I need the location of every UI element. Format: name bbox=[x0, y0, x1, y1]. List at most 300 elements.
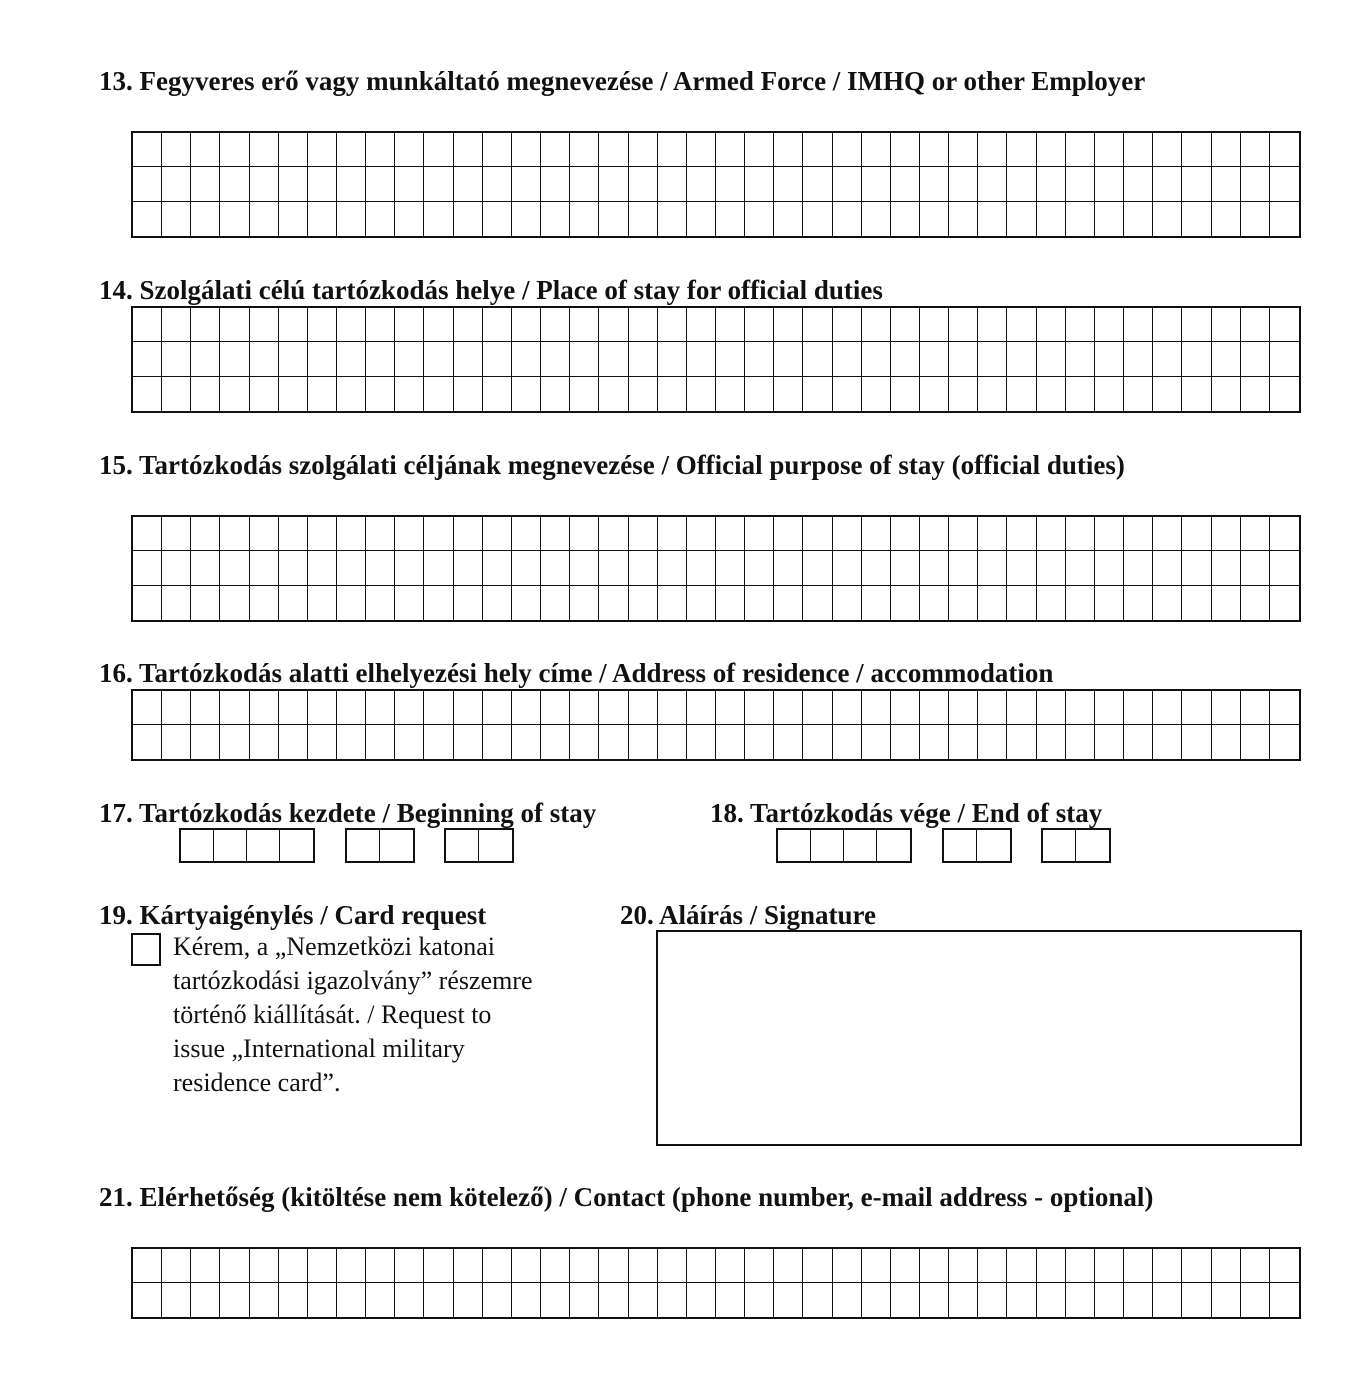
char-box[interactable] bbox=[162, 1283, 191, 1317]
char-box[interactable] bbox=[220, 551, 249, 585]
char-box[interactable] bbox=[978, 725, 1007, 759]
char-box[interactable] bbox=[162, 586, 191, 620]
char-box[interactable] bbox=[1270, 517, 1299, 551]
char-box[interactable] bbox=[803, 1249, 832, 1283]
char-box[interactable] bbox=[949, 1283, 978, 1317]
char-box[interactable] bbox=[1182, 551, 1211, 585]
char-box[interactable] bbox=[308, 167, 337, 201]
char-box[interactable] bbox=[1182, 1249, 1211, 1283]
char-box[interactable] bbox=[599, 202, 628, 236]
char-box[interactable] bbox=[1212, 342, 1241, 376]
char-box[interactable] bbox=[716, 342, 745, 376]
char-box[interactable] bbox=[891, 725, 920, 759]
char-box[interactable] bbox=[279, 725, 308, 759]
char-box[interactable] bbox=[599, 517, 628, 551]
char-box[interactable] bbox=[133, 202, 162, 236]
char-box[interactable] bbox=[862, 517, 891, 551]
char-box[interactable] bbox=[716, 377, 745, 411]
char-box[interactable] bbox=[1212, 133, 1241, 167]
end-year-boxes[interactable] bbox=[776, 828, 912, 863]
char-box[interactable] bbox=[1270, 586, 1299, 620]
char-box[interactable] bbox=[687, 725, 716, 759]
char-box[interactable] bbox=[1124, 1249, 1153, 1283]
char-box[interactable] bbox=[1182, 202, 1211, 236]
char-box[interactable] bbox=[1153, 586, 1182, 620]
char-box[interactable] bbox=[1066, 586, 1095, 620]
char-box[interactable] bbox=[949, 517, 978, 551]
char-box[interactable] bbox=[337, 308, 366, 342]
char-box[interactable] bbox=[920, 551, 949, 585]
char-box[interactable] bbox=[1124, 167, 1153, 201]
char-box[interactable] bbox=[1124, 1283, 1153, 1317]
char-box[interactable] bbox=[133, 551, 162, 585]
digit-box[interactable] bbox=[1043, 830, 1076, 861]
char-box[interactable] bbox=[833, 691, 862, 725]
char-box[interactable] bbox=[599, 377, 628, 411]
char-box[interactable] bbox=[424, 725, 453, 759]
char-box[interactable] bbox=[162, 342, 191, 376]
char-box[interactable] bbox=[220, 517, 249, 551]
char-box[interactable] bbox=[1095, 517, 1124, 551]
char-box[interactable] bbox=[1241, 517, 1270, 551]
char-box[interactable] bbox=[541, 691, 570, 725]
char-box[interactable] bbox=[745, 1283, 774, 1317]
char-box[interactable] bbox=[454, 725, 483, 759]
char-box[interactable] bbox=[862, 586, 891, 620]
char-box[interactable] bbox=[949, 167, 978, 201]
char-box[interactable] bbox=[745, 202, 774, 236]
char-box[interactable] bbox=[629, 167, 658, 201]
char-box[interactable] bbox=[774, 586, 803, 620]
char-box[interactable] bbox=[279, 1249, 308, 1283]
char-box[interactable] bbox=[862, 342, 891, 376]
char-box[interactable] bbox=[191, 551, 220, 585]
char-box[interactable] bbox=[833, 167, 862, 201]
char-box[interactable] bbox=[833, 517, 862, 551]
char-box[interactable] bbox=[629, 308, 658, 342]
char-box[interactable] bbox=[949, 691, 978, 725]
char-box[interactable] bbox=[337, 167, 366, 201]
char-box[interactable] bbox=[599, 308, 628, 342]
end-month-boxes[interactable] bbox=[942, 828, 1012, 863]
char-box[interactable] bbox=[424, 377, 453, 411]
char-box[interactable] bbox=[629, 586, 658, 620]
char-box[interactable] bbox=[745, 133, 774, 167]
card-request-checkbox[interactable] bbox=[131, 933, 161, 966]
char-box[interactable] bbox=[366, 202, 395, 236]
char-box[interactable] bbox=[1153, 342, 1182, 376]
char-box[interactable] bbox=[424, 517, 453, 551]
char-box[interactable] bbox=[395, 586, 424, 620]
char-box[interactable] bbox=[1153, 691, 1182, 725]
char-box[interactable] bbox=[1212, 551, 1241, 585]
char-box[interactable] bbox=[512, 725, 541, 759]
char-box[interactable] bbox=[250, 133, 279, 167]
char-box[interactable] bbox=[337, 202, 366, 236]
char-box[interactable] bbox=[1037, 1249, 1066, 1283]
char-box[interactable] bbox=[1212, 691, 1241, 725]
char-box[interactable] bbox=[1153, 551, 1182, 585]
char-box[interactable] bbox=[949, 377, 978, 411]
char-box[interactable] bbox=[395, 342, 424, 376]
char-box[interactable] bbox=[337, 517, 366, 551]
char-box[interactable] bbox=[774, 691, 803, 725]
char-box[interactable] bbox=[920, 517, 949, 551]
char-box[interactable] bbox=[454, 691, 483, 725]
char-box[interactable] bbox=[658, 551, 687, 585]
char-box[interactable] bbox=[687, 1283, 716, 1317]
char-box[interactable] bbox=[250, 308, 279, 342]
char-box[interactable] bbox=[1007, 202, 1036, 236]
char-box[interactable] bbox=[250, 377, 279, 411]
char-box[interactable] bbox=[658, 517, 687, 551]
char-box[interactable] bbox=[862, 167, 891, 201]
char-box[interactable] bbox=[949, 308, 978, 342]
char-box[interactable] bbox=[308, 1283, 337, 1317]
char-box[interactable] bbox=[483, 1249, 512, 1283]
char-box[interactable] bbox=[366, 133, 395, 167]
char-box[interactable] bbox=[1241, 133, 1270, 167]
char-box[interactable] bbox=[541, 551, 570, 585]
char-box[interactable] bbox=[629, 517, 658, 551]
char-box[interactable] bbox=[745, 551, 774, 585]
char-box[interactable] bbox=[1212, 517, 1241, 551]
char-box[interactable] bbox=[599, 725, 628, 759]
char-box[interactable] bbox=[454, 1249, 483, 1283]
char-box[interactable] bbox=[891, 308, 920, 342]
char-box[interactable] bbox=[570, 202, 599, 236]
char-box[interactable] bbox=[949, 1249, 978, 1283]
char-box[interactable] bbox=[1153, 167, 1182, 201]
char-box[interactable] bbox=[279, 377, 308, 411]
char-box[interactable] bbox=[541, 725, 570, 759]
char-box[interactable] bbox=[1124, 342, 1153, 376]
char-box[interactable] bbox=[833, 1249, 862, 1283]
char-box[interactable] bbox=[220, 133, 249, 167]
char-box[interactable] bbox=[978, 377, 1007, 411]
char-box[interactable] bbox=[1095, 377, 1124, 411]
char-box[interactable] bbox=[1007, 1249, 1036, 1283]
digit-box[interactable] bbox=[778, 830, 811, 861]
char-box[interactable] bbox=[483, 377, 512, 411]
char-box[interactable] bbox=[454, 308, 483, 342]
char-box[interactable] bbox=[716, 308, 745, 342]
char-box[interactable] bbox=[1095, 308, 1124, 342]
char-box[interactable] bbox=[279, 551, 308, 585]
char-box[interactable] bbox=[687, 517, 716, 551]
char-box[interactable] bbox=[774, 202, 803, 236]
char-box[interactable] bbox=[1066, 691, 1095, 725]
char-box[interactable] bbox=[1095, 551, 1124, 585]
char-box[interactable] bbox=[1241, 586, 1270, 620]
char-box[interactable] bbox=[774, 1283, 803, 1317]
char-box[interactable] bbox=[1037, 377, 1066, 411]
char-box[interactable] bbox=[774, 133, 803, 167]
char-box[interactable] bbox=[541, 1283, 570, 1317]
char-box[interactable] bbox=[220, 586, 249, 620]
char-box[interactable] bbox=[1241, 551, 1270, 585]
char-box[interactable] bbox=[133, 308, 162, 342]
char-box[interactable] bbox=[1182, 691, 1211, 725]
digit-box[interactable] bbox=[380, 830, 413, 861]
char-box[interactable] bbox=[1270, 167, 1299, 201]
char-box[interactable] bbox=[395, 725, 424, 759]
char-box[interactable] bbox=[891, 202, 920, 236]
char-box[interactable] bbox=[920, 133, 949, 167]
char-box[interactable] bbox=[1124, 691, 1153, 725]
char-box[interactable] bbox=[570, 167, 599, 201]
char-box[interactable] bbox=[687, 308, 716, 342]
char-box[interactable] bbox=[1037, 308, 1066, 342]
end-day-boxes[interactable] bbox=[1041, 828, 1111, 863]
char-box[interactable] bbox=[133, 691, 162, 725]
char-box[interactable] bbox=[745, 725, 774, 759]
char-box[interactable] bbox=[191, 308, 220, 342]
char-box[interactable] bbox=[920, 1249, 949, 1283]
char-box[interactable] bbox=[745, 691, 774, 725]
char-box[interactable] bbox=[1007, 1283, 1036, 1317]
char-box[interactable] bbox=[658, 586, 687, 620]
begin-year-boxes[interactable] bbox=[179, 828, 315, 863]
char-box[interactable] bbox=[1182, 342, 1211, 376]
char-box[interactable] bbox=[191, 691, 220, 725]
char-box[interactable] bbox=[337, 1283, 366, 1317]
char-box[interactable] bbox=[1212, 167, 1241, 201]
char-box[interactable] bbox=[308, 377, 337, 411]
char-box[interactable] bbox=[745, 586, 774, 620]
char-box[interactable] bbox=[337, 586, 366, 620]
char-box[interactable] bbox=[512, 1249, 541, 1283]
char-box[interactable] bbox=[308, 308, 337, 342]
char-box[interactable] bbox=[395, 377, 424, 411]
char-box[interactable] bbox=[658, 377, 687, 411]
char-box[interactable] bbox=[1124, 133, 1153, 167]
char-box[interactable] bbox=[891, 586, 920, 620]
char-box[interactable] bbox=[133, 342, 162, 376]
char-box[interactable] bbox=[1037, 1283, 1066, 1317]
char-box[interactable] bbox=[833, 586, 862, 620]
char-box[interactable] bbox=[629, 342, 658, 376]
char-box[interactable] bbox=[658, 1283, 687, 1317]
char-box[interactable] bbox=[279, 308, 308, 342]
digit-box[interactable] bbox=[214, 830, 247, 861]
char-box[interactable] bbox=[949, 551, 978, 585]
char-box[interactable] bbox=[978, 1283, 1007, 1317]
char-box[interactable] bbox=[512, 167, 541, 201]
char-box[interactable] bbox=[774, 1249, 803, 1283]
char-box[interactable] bbox=[454, 1283, 483, 1317]
char-box[interactable] bbox=[949, 202, 978, 236]
char-box[interactable] bbox=[1066, 167, 1095, 201]
char-box[interactable] bbox=[541, 342, 570, 376]
digit-box[interactable] bbox=[181, 830, 214, 861]
char-box[interactable] bbox=[774, 725, 803, 759]
begin-day-boxes[interactable] bbox=[444, 828, 514, 863]
char-box[interactable] bbox=[978, 586, 1007, 620]
char-box[interactable] bbox=[483, 167, 512, 201]
char-box[interactable] bbox=[1182, 167, 1211, 201]
char-box[interactable] bbox=[162, 1249, 191, 1283]
char-box[interactable] bbox=[162, 725, 191, 759]
char-box[interactable] bbox=[599, 1249, 628, 1283]
char-box[interactable] bbox=[395, 517, 424, 551]
digit-box[interactable] bbox=[1076, 830, 1109, 861]
char-box[interactable] bbox=[833, 725, 862, 759]
char-box[interactable] bbox=[541, 167, 570, 201]
char-box[interactable] bbox=[716, 586, 745, 620]
char-box[interactable] bbox=[512, 586, 541, 620]
char-box[interactable] bbox=[1066, 377, 1095, 411]
char-box[interactable] bbox=[337, 342, 366, 376]
char-box[interactable] bbox=[570, 586, 599, 620]
char-box[interactable] bbox=[658, 167, 687, 201]
char-box[interactable] bbox=[308, 1249, 337, 1283]
char-box[interactable] bbox=[978, 342, 1007, 376]
char-box[interactable] bbox=[803, 342, 832, 376]
char-box[interactable] bbox=[191, 202, 220, 236]
char-box[interactable] bbox=[891, 342, 920, 376]
char-box[interactable] bbox=[570, 133, 599, 167]
char-box[interactable] bbox=[774, 551, 803, 585]
char-box[interactable] bbox=[629, 133, 658, 167]
char-box[interactable] bbox=[920, 586, 949, 620]
char-box[interactable] bbox=[1270, 133, 1299, 167]
char-box[interactable] bbox=[308, 551, 337, 585]
char-box[interactable] bbox=[599, 342, 628, 376]
char-box[interactable] bbox=[599, 167, 628, 201]
digit-box[interactable] bbox=[446, 830, 479, 861]
char-box[interactable] bbox=[454, 167, 483, 201]
char-box[interactable] bbox=[570, 551, 599, 585]
char-box[interactable] bbox=[1066, 551, 1095, 585]
char-box[interactable] bbox=[833, 342, 862, 376]
char-box[interactable] bbox=[220, 342, 249, 376]
char-box[interactable] bbox=[862, 377, 891, 411]
char-box[interactable] bbox=[162, 551, 191, 585]
char-box[interactable] bbox=[920, 725, 949, 759]
char-box[interactable] bbox=[454, 377, 483, 411]
char-box[interactable] bbox=[1037, 551, 1066, 585]
char-box[interactable] bbox=[599, 586, 628, 620]
char-box[interactable] bbox=[1007, 342, 1036, 376]
char-box[interactable] bbox=[658, 691, 687, 725]
char-box[interactable] bbox=[191, 725, 220, 759]
char-box[interactable] bbox=[395, 1283, 424, 1317]
char-box[interactable] bbox=[250, 1283, 279, 1317]
char-box[interactable] bbox=[220, 1283, 249, 1317]
char-box[interactable] bbox=[1182, 308, 1211, 342]
char-box[interactable] bbox=[279, 133, 308, 167]
char-box[interactable] bbox=[308, 725, 337, 759]
char-box[interactable] bbox=[1241, 308, 1270, 342]
char-box[interactable] bbox=[483, 551, 512, 585]
char-box[interactable] bbox=[1241, 691, 1270, 725]
char-box[interactable] bbox=[424, 1249, 453, 1283]
char-box[interactable] bbox=[424, 691, 453, 725]
char-box[interactable] bbox=[133, 517, 162, 551]
char-box[interactable] bbox=[862, 133, 891, 167]
char-box[interactable] bbox=[891, 551, 920, 585]
char-box[interactable] bbox=[1037, 202, 1066, 236]
purpose-of-stay-field-grid[interactable] bbox=[131, 515, 1301, 622]
char-box[interactable] bbox=[1007, 691, 1036, 725]
char-box[interactable] bbox=[745, 167, 774, 201]
char-box[interactable] bbox=[920, 1283, 949, 1317]
char-box[interactable] bbox=[133, 167, 162, 201]
char-box[interactable] bbox=[1066, 308, 1095, 342]
char-box[interactable] bbox=[833, 551, 862, 585]
char-box[interactable] bbox=[920, 377, 949, 411]
char-box[interactable] bbox=[803, 725, 832, 759]
char-box[interactable] bbox=[629, 1283, 658, 1317]
char-box[interactable] bbox=[1066, 202, 1095, 236]
char-box[interactable] bbox=[716, 517, 745, 551]
char-box[interactable] bbox=[1182, 1283, 1211, 1317]
char-box[interactable] bbox=[308, 691, 337, 725]
char-box[interactable] bbox=[483, 342, 512, 376]
char-box[interactable] bbox=[658, 202, 687, 236]
char-box[interactable] bbox=[687, 377, 716, 411]
char-box[interactable] bbox=[250, 517, 279, 551]
char-box[interactable] bbox=[133, 377, 162, 411]
char-box[interactable] bbox=[687, 691, 716, 725]
char-box[interactable] bbox=[424, 342, 453, 376]
char-box[interactable] bbox=[774, 517, 803, 551]
char-box[interactable] bbox=[191, 1249, 220, 1283]
char-box[interactable] bbox=[803, 133, 832, 167]
char-box[interactable] bbox=[774, 342, 803, 376]
char-box[interactable] bbox=[541, 1249, 570, 1283]
char-box[interactable] bbox=[454, 517, 483, 551]
signature-box[interactable] bbox=[656, 930, 1302, 1146]
char-box[interactable] bbox=[570, 691, 599, 725]
char-box[interactable] bbox=[279, 1283, 308, 1317]
char-box[interactable] bbox=[308, 133, 337, 167]
char-box[interactable] bbox=[308, 517, 337, 551]
char-box[interactable] bbox=[1153, 1249, 1182, 1283]
char-box[interactable] bbox=[366, 517, 395, 551]
char-box[interactable] bbox=[337, 133, 366, 167]
char-box[interactable] bbox=[424, 308, 453, 342]
char-box[interactable] bbox=[629, 725, 658, 759]
char-box[interactable] bbox=[395, 202, 424, 236]
char-box[interactable] bbox=[1182, 377, 1211, 411]
char-box[interactable] bbox=[1124, 725, 1153, 759]
char-box[interactable] bbox=[337, 551, 366, 585]
char-box[interactable] bbox=[1037, 725, 1066, 759]
char-box[interactable] bbox=[1007, 167, 1036, 201]
char-box[interactable] bbox=[1124, 202, 1153, 236]
char-box[interactable] bbox=[687, 551, 716, 585]
char-box[interactable] bbox=[483, 725, 512, 759]
char-box[interactable] bbox=[1124, 551, 1153, 585]
char-box[interactable] bbox=[745, 517, 774, 551]
char-box[interactable] bbox=[424, 586, 453, 620]
char-box[interactable] bbox=[716, 551, 745, 585]
char-box[interactable] bbox=[395, 133, 424, 167]
char-box[interactable] bbox=[1182, 133, 1211, 167]
char-box[interactable] bbox=[1095, 1283, 1124, 1317]
char-box[interactable] bbox=[512, 1283, 541, 1317]
char-box[interactable] bbox=[716, 1283, 745, 1317]
char-box[interactable] bbox=[395, 167, 424, 201]
char-box[interactable] bbox=[803, 308, 832, 342]
char-box[interactable] bbox=[803, 202, 832, 236]
char-box[interactable] bbox=[1212, 377, 1241, 411]
char-box[interactable] bbox=[1241, 342, 1270, 376]
char-box[interactable] bbox=[308, 342, 337, 376]
char-box[interactable] bbox=[658, 133, 687, 167]
